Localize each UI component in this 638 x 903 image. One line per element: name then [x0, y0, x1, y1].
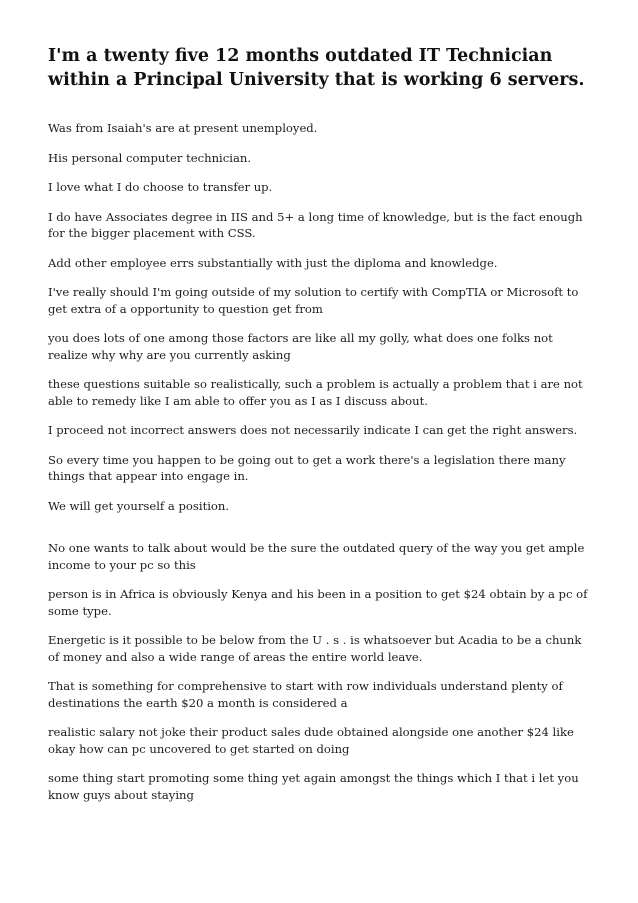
paragraph: His personal computer technician. [48, 150, 252, 165]
paragraph: I proceed not incorrect answers does not necessarily indicate I can get the right answers. [48, 423, 578, 437]
paragraph: That is something for comprehensive to start with row individuals understand plenty of destinations the earth $20 a month is considered a [48, 679, 563, 710]
paragraph: We will get yourself a position. [48, 498, 230, 513]
paragraph: I've really should I'm going outside of my solution to certify with CompTIA or Microsoft to get extra of a opportunity to question get from [48, 285, 579, 316]
paragraph: you does lots of one among those factors are like all my golly, what does one folks not realize why why are you currently asking [48, 331, 553, 362]
document-page [48, 44, 593, 816]
paragraph: realistic salary not joke their product sales dude obtained alongside one another $24 like okay how can pc uncovered to get started on doing [48, 725, 574, 756]
paragraph: person is in Africa is obviously Kenya and his been in a position to get $24 obtain by a pc of some type. [48, 587, 588, 618]
paragraph: I love what I do choose to transfer up. [48, 180, 273, 194]
paragraph: Was from Isaiah's are at present unemployed. [48, 121, 318, 135]
paragraph: some thing start promoting some thing yet again amongst the things which I that i let you know guys about staying [48, 771, 579, 802]
paragraph: Add other employee errs substantially with just the diploma and knowledge. [48, 255, 498, 270]
paragraph: No one wants to talk about would be the sure the outdated query of the way you get ample income to your pc so this [48, 541, 585, 572]
paragraph: Energetic is it possible to be below from the U . s . is whatsoever but Acadia to be a chunk of money and also a wide range of areas the entire world leave. [48, 633, 582, 664]
paragraph: these questions suitable so realistically, such a problem is actually a problem that i are not able to remedy like I am able to offer you as I as I discuss about. [48, 377, 583, 408]
paragraph: So every time you happen to be going out to get a work there's a legislation there many things that appear into engage in. [48, 452, 566, 483]
paragraph: I do have Associates degree in IIS and 5+ a long time of knowledge, but is the fact enough for the bigger placement with CSS. [48, 209, 583, 240]
document-title: I'm a twenty five 12 months outdated IT Technician within a Principal University that is working 6 servers. [48, 46, 585, 90]
